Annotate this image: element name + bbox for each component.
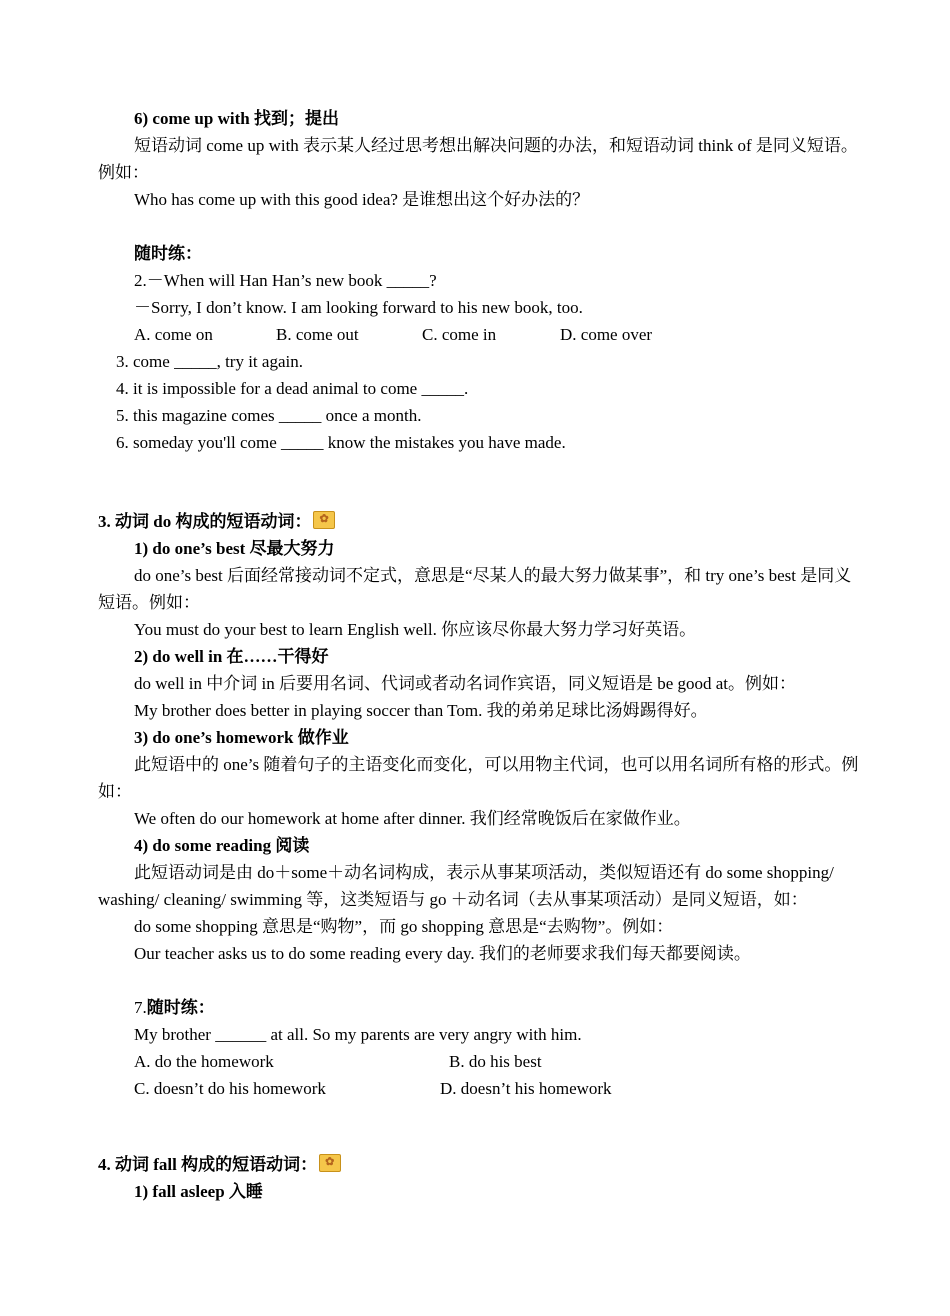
part-fall-phrases — [98, 1151, 868, 1205]
option-b: B. do his best — [449, 1052, 542, 1071]
section-heading-do: 3. 动词 do 构成的短语动词：✿ — [98, 508, 868, 535]
option-c: C. doesn’t do his homework — [134, 1079, 326, 1098]
phrase-description: 短语动词 come up with 表示某人经过思考想出解决问题的办法，和短语动词 think of 是同义短语。例如： — [98, 136, 858, 182]
part-come-up-with — [98, 105, 868, 456]
phrase-description: 此短语中的 one’s 随着句子的主语变化而变化，可以用物主代词，也可以用名词所有格的形式。例如： — [98, 755, 859, 801]
phrase-heading: 2) do well in 在……干得好 — [134, 647, 329, 666]
practice-label: 7.随时练： — [134, 998, 215, 1017]
phrase-heading: 3) do one’s homework 做作业 — [134, 728, 349, 747]
question-3: 3. come _____, try it again. — [116, 352, 303, 371]
phrase-note: do some shopping 意思是“购物”，而 go shopping 意思是“去购物”。例如： — [134, 917, 674, 936]
section-heading-fall: 4. 动词 fall 构成的短语动词：✿ — [98, 1151, 868, 1178]
phrase-example: My brother does better in playing soccer than Tom. 我的弟弟足球比汤姆踢得好。 — [134, 701, 708, 720]
section-icon — [313, 511, 335, 529]
question-5: 5. this magazine comes _____ once a month. — [116, 406, 422, 425]
question-2-reply: －Sorry, I don’t know. I am looking forward to his new book, too. — [134, 298, 583, 317]
phrase-heading: 6) come up with 找到；提出 — [134, 109, 339, 128]
option-a: A. come on — [134, 325, 213, 344]
option-c: C. come in — [422, 325, 497, 344]
question-2: 2.－When will Han Han’s new book _____? — [134, 271, 437, 290]
phrase-description: do well in 中介词 in 后要用名词、代词或者动名词作宾语，同义短语是 be good at。例如： — [134, 674, 797, 693]
phrase-example: Our teacher asks us to do some reading every day. 我们的老师要求我们每天都要阅读。 — [134, 944, 751, 963]
practice-label: 随时练： — [134, 244, 202, 263]
question-7-options-row-1 — [98, 1048, 868, 1075]
option-d: D. come over — [560, 325, 653, 344]
option-d: D. doesn’t his homework — [440, 1079, 612, 1098]
question-7-options-row-2 — [98, 1075, 868, 1102]
phrase-heading: 4) do some reading 阅读 — [134, 836, 310, 855]
phrase-heading: 1) do one’s best 尽最大努力 — [134, 539, 335, 558]
option-b: B. come out — [276, 325, 359, 344]
phrase-example: You must do your best to learn English well. 你应该尽你最大努力学习好英语。 — [134, 620, 697, 639]
question-2-options — [98, 321, 868, 348]
phrase-heading: 1) fall asleep 入睡 — [134, 1182, 263, 1201]
option-a: A. do the homework — [134, 1052, 274, 1071]
section-icon — [319, 1154, 341, 1172]
question-4: 4. it is impossible for a dead animal to come _____. — [116, 379, 469, 398]
phrase-description: do one’s best 后面经常接动词不定式，意思是“尽某人的最大努力做某事”，和 try one’s best 是同义短语。例如： — [98, 566, 852, 612]
question-7: My brother ______ at all. So my parents are very angry with him. — [134, 1025, 582, 1044]
phrase-description: 此短语动词是由 do＋some＋动名词构成，表示从事某项活动，类似短语还有 do some shopping/ washing/ cleaning/ swimming 等，这类短语与 go ＋动名词（去从事某项活动）是同义短语，如： — [98, 863, 834, 909]
question-6: 6. someday you'll come _____ know the mistakes you have made. — [116, 433, 566, 452]
phrase-example: We often do our homework at home after dinner. 我们经常晚饭后在家做作业。 — [134, 809, 691, 828]
part-do-phrases — [98, 508, 868, 1102]
phrase-example: Who has come up with this good idea? 是谁想出这个好办法的？ — [134, 190, 590, 209]
